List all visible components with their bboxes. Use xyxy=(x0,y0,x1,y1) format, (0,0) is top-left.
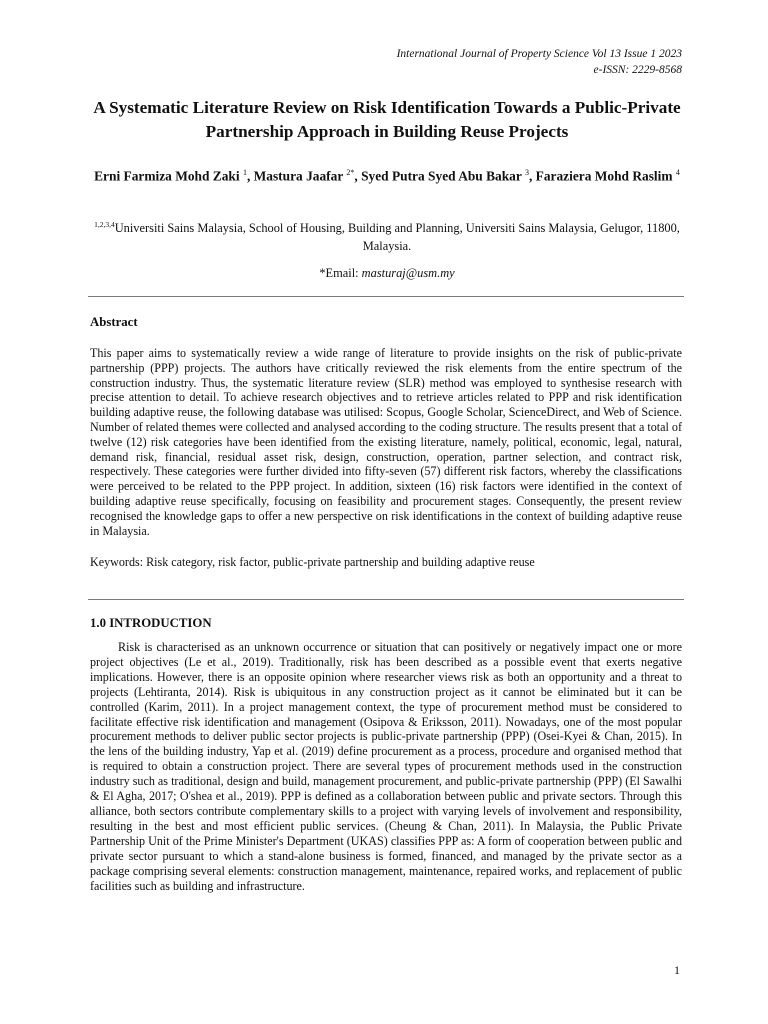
keywords: Keywords: Risk category, risk factor, public-private partnership and building adaptive reuse xyxy=(90,555,535,569)
author-name: Syed Putra Syed Abu Bakar xyxy=(361,168,522,184)
author-list xyxy=(90,163,684,185)
divider xyxy=(88,599,684,600)
corresponding-email xyxy=(90,264,684,282)
affiliation xyxy=(90,216,684,255)
journal-line: International Journal of Property Science Vol 13 Issue 1 2023 xyxy=(396,48,682,60)
author-affiliation-mark: 1 xyxy=(242,168,247,177)
affiliation-mark: 1,2,3,4 xyxy=(94,220,115,229)
page-number: 1 xyxy=(674,963,680,977)
issn-line: e-ISSN: 2229-8568 xyxy=(593,64,682,76)
affiliation-text: Universiti Sains Malaysia, School of Housing, Building and Planning, Universiti Sains Malaysia, Gelugor, 11800, Malaysia. xyxy=(114,221,680,254)
section-body: Risk is characterised as an unknown occurrence or situation that can positively or negatively impact one or more project objectives (Le et al., 2019). Traditionally, risk has been described as a possible event that exerts negative implications. However, there is an opposite opinion where researcher views risk as both an opportunity and a threat to projects (Lehtiranta, 2014). Risk is ubiquitous in any construction project as it cannot be eliminated but it can be controlled (Karim, 2011). In a project management context, the type of procurement method must be considered to facilitate effective risk identification and management (Osipova & Eriksson, 2011). Nowadays, one of the most popular procurement methods to deliver public sector projects is public-private partnership (PPP) (Osei-Kyei & Chan, 2015). In the lens of the building industry, Yap et al. (2019) define procurement as a process, procedure and organised method that is required to obtain a construction project. There are several types of procurement methods used in the construction industry such as traditional, design and build, management procurement, and public-private partnership (PPP) (El Sawalhi & El Agha, 2017; O'shea et al., 2019). PPP is defined as a collaboration between public and private sectors. Through this alliance, both sectors contribute complementary skills to a project with varying levels of involvement and responsibility, resulting in the best and most efficient public services. (Cheung & Chan, 2011). In Malaysia, the Public Private Partnership Unit of the Prime Minister's Department (UKAS) classifies PPP as: A form of cooperation between public and private sector pursuant to which a stand-alone business is formed, financed, and managed by the private sector as a package comprising several elements: construction management, maintenance, repaired works, and replacement of public facilities such as building and infrastructure. xyxy=(90,640,682,893)
abstract-body: This paper aims to systematically review a wide range of literature to provide insights on the risk of public-private partnership (PPP) projects. The authors have critically reviewed the risk elements from the entire spectrum of the construction industry. Thus, the systematic literature review (SLR) method was employed to synthesise research with precise attention to detail. To achieve research objectives and to retrieve articles related to PPP and risk identification building adaptive reuse, the following database was utilised: Scopus, Google Scholar, ScienceDirect, and Web of Science. Number of related themes were collected and analysed according to the coding structure. The results present that a total of twelve (12) risk categories have been identified from the existing literature, namely, political, economic, legal, natural, demand risk, financial, residual asset risk, design, construction, operation, partner selection, and contract risk, respectively. These categories were further divided into fifty-seven (57) different risk factors, whereby the classifications were perceived to be related to the PPP project. In addition, sixteen (16) risk factors were identified in the context of building adaptive reuse specifically, focusing on feasibility and procurement stages. Consequently, the present review recognised the knowledge gaps to offer a new perspective on risk identifications in the context of building adaptive reuse in Malaysia. xyxy=(90,346,682,538)
author-name: Mastura Jaafar xyxy=(253,168,344,184)
author-name: Faraziera Mohd Raslim xyxy=(535,168,673,184)
author-affiliation-mark: 4 xyxy=(675,168,680,177)
paper-title: A Systematic Literature Review on Risk Identification Towards a Public-Private Partnership Approach in Building Reuse Projects xyxy=(93,98,681,141)
author-name: Erni Farmiza Mohd Zaki xyxy=(94,168,240,184)
divider xyxy=(88,296,684,297)
section-heading: 1.0 INTRODUCTION xyxy=(90,616,212,630)
author-affiliation-mark: 3 xyxy=(524,168,529,177)
author-affiliation-mark: 2* xyxy=(346,168,355,177)
email-address[interactable]: masturaj@usm.my xyxy=(361,266,455,280)
email-label: *Email: xyxy=(319,266,362,280)
author-separator: , xyxy=(354,168,362,184)
author-separator: , xyxy=(246,168,254,184)
journal-header xyxy=(397,46,682,78)
author-separator: , xyxy=(528,168,536,184)
abstract-heading: Abstract xyxy=(90,315,138,329)
